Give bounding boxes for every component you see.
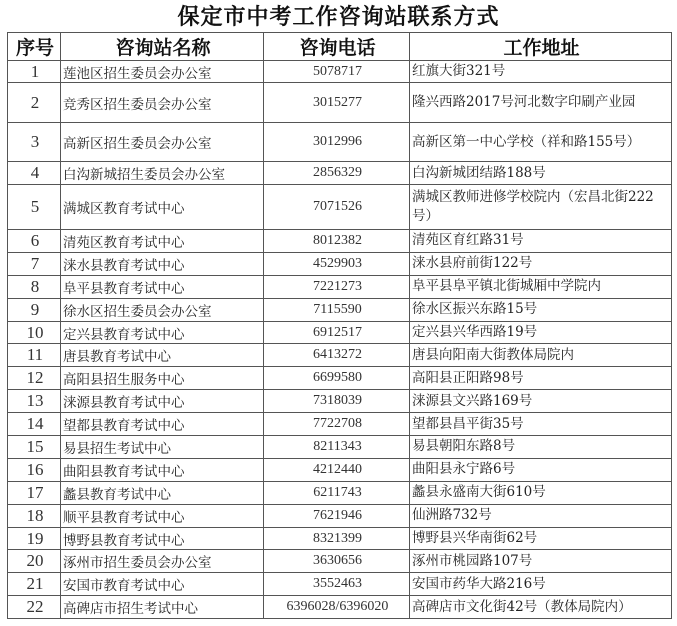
address: 涞水县府前街122号	[410, 252, 672, 275]
address: 博野县兴华南街62号	[410, 527, 672, 550]
phone-number: 3012996	[264, 123, 410, 162]
address: 隆兴西路2017号河北数字印刷产业园	[410, 83, 672, 123]
phone-number: 6396028/6396020	[264, 596, 410, 619]
row-number: 4	[8, 162, 61, 185]
table-row	[8, 573, 672, 596]
phone-number: 7621946	[264, 504, 410, 527]
station-name: 竞秀区招生委员会办公室	[61, 83, 264, 123]
row-number: 3	[8, 123, 61, 162]
table-row	[8, 527, 672, 550]
row-number: 16	[8, 458, 61, 481]
row-number: 1	[8, 61, 61, 83]
table-row	[8, 413, 672, 436]
row-number: 18	[8, 504, 61, 527]
station-name: 曲阳县教育考试中心	[61, 458, 264, 481]
address: 清苑区育红路31号	[410, 230, 672, 253]
phone-number: 3015277	[264, 83, 410, 123]
station-name: 徐水区招生委员会办公室	[61, 298, 264, 321]
table-row	[8, 252, 672, 275]
phone-number: 6413272	[264, 344, 410, 367]
phone-number: 5078717	[264, 61, 410, 83]
table-row	[8, 344, 672, 367]
table-row	[8, 481, 672, 504]
phone-number: 6211743	[264, 481, 410, 504]
table-row	[8, 162, 672, 185]
station-name: 易县招生考试中心	[61, 436, 264, 459]
station-name: 博野县教育考试中心	[61, 527, 264, 550]
address: 唐县向阳南大街教体局院内	[410, 344, 672, 367]
row-number: 6	[8, 230, 61, 253]
row-number: 14	[8, 413, 61, 436]
table-row	[8, 550, 672, 573]
address: 高碑店市文化街42号（教体局院内）	[410, 596, 672, 619]
phone-number: 8321399	[264, 527, 410, 550]
station-name: 顺平县教育考试中心	[61, 504, 264, 527]
station-name: 高碑店市招生考试中心	[61, 596, 264, 619]
phone-number: 7221273	[264, 275, 410, 298]
page-title: 保定市中考工作咨询站联系方式	[177, 4, 500, 30]
table-row	[8, 596, 672, 619]
phone-number: 4529903	[264, 252, 410, 275]
phone-number: 7115590	[264, 298, 410, 321]
address: 定兴县兴华西路19号	[410, 321, 672, 344]
phone-number: 2856329	[264, 162, 410, 185]
station-name: 涞源县教育考试中心	[61, 390, 264, 413]
table-row	[8, 61, 672, 83]
row-number: 11	[8, 344, 61, 367]
phone-number: 8211343	[264, 436, 410, 459]
station-name: 阜平县教育考试中心	[61, 275, 264, 298]
header-station-name: 咨询站名称	[61, 33, 264, 61]
address: 望都县昌平街35号	[410, 413, 672, 436]
row-number: 9	[8, 298, 61, 321]
address: 阜平县阜平镇北街城厢中学院内	[410, 275, 672, 298]
address: 涞源县文兴路169号	[410, 390, 672, 413]
phone-number: 3552463	[264, 573, 410, 596]
header-phone: 咨询电话	[264, 33, 410, 61]
address: 安国市药华大路216号	[410, 573, 672, 596]
station-name: 白沟新城招生委员会办公室	[61, 162, 264, 185]
table-row	[8, 367, 672, 390]
address: 满城区教师进修学校院内（宏昌北街222号）	[410, 185, 672, 230]
row-number: 15	[8, 436, 61, 459]
row-number: 22	[8, 596, 61, 619]
phone-number: 3630656	[264, 550, 410, 573]
station-name: 涞水县教育考试中心	[61, 252, 264, 275]
row-number: 17	[8, 481, 61, 504]
header-seq: 序号	[8, 33, 61, 61]
table-row	[8, 504, 672, 527]
phone-number: 6912517	[264, 321, 410, 344]
row-number: 5	[8, 185, 61, 230]
station-name: 蠡县教育考试中心	[61, 481, 264, 504]
station-name: 望都县教育考试中心	[61, 413, 264, 436]
row-number: 7	[8, 252, 61, 275]
contact-table	[7, 32, 672, 619]
station-name: 定兴县教育考试中心	[61, 321, 264, 344]
table-row	[8, 458, 672, 481]
row-number: 12	[8, 367, 61, 390]
table-row	[8, 390, 672, 413]
table-row	[8, 83, 672, 123]
phone-number: 6699580	[264, 367, 410, 390]
row-number: 21	[8, 573, 61, 596]
station-name: 涿州市招生委员会办公室	[61, 550, 264, 573]
station-name: 高阳县招生服务中心	[61, 367, 264, 390]
row-number: 13	[8, 390, 61, 413]
station-name: 高新区招生委员会办公室	[61, 123, 264, 162]
phone-number: 7722708	[264, 413, 410, 436]
table-header-row	[8, 33, 672, 61]
table-row	[8, 230, 672, 253]
phone-number: 4212440	[264, 458, 410, 481]
phone-number: 8012382	[264, 230, 410, 253]
row-number: 20	[8, 550, 61, 573]
address: 徐水区振兴东路15号	[410, 298, 672, 321]
address: 曲阳县永宁路6号	[410, 458, 672, 481]
station-name: 清苑区教育考试中心	[61, 230, 264, 253]
table-row	[8, 123, 672, 162]
address: 白沟新城团结路188号	[410, 162, 672, 185]
row-number: 10	[8, 321, 61, 344]
station-name: 安国市教育考试中心	[61, 573, 264, 596]
address: 高新区第一中心学校（祥和路155号）	[410, 123, 672, 162]
address: 红旗大街321号	[410, 61, 672, 83]
row-number: 2	[8, 83, 61, 123]
station-name: 莲池区招生委员会办公室	[61, 61, 264, 83]
header-address: 工作地址	[410, 33, 672, 61]
row-number: 19	[8, 527, 61, 550]
address: 涿州市桃园路107号	[410, 550, 672, 573]
phone-number: 7318039	[264, 390, 410, 413]
phone-number: 7071526	[264, 185, 410, 230]
address: 易县朝阳东路8号	[410, 436, 672, 459]
station-name: 唐县教育考试中心	[61, 344, 264, 367]
address: 仙洲路732号	[410, 504, 672, 527]
address: 高阳县正阳路98号	[410, 367, 672, 390]
table-row	[8, 298, 672, 321]
table-row	[8, 275, 672, 298]
table-row	[8, 185, 672, 230]
table-row	[8, 436, 672, 459]
row-number: 8	[8, 275, 61, 298]
address: 蠡县永盛南大街610号	[410, 481, 672, 504]
table-row	[8, 321, 672, 344]
station-name: 满城区教育考试中心	[61, 185, 264, 230]
